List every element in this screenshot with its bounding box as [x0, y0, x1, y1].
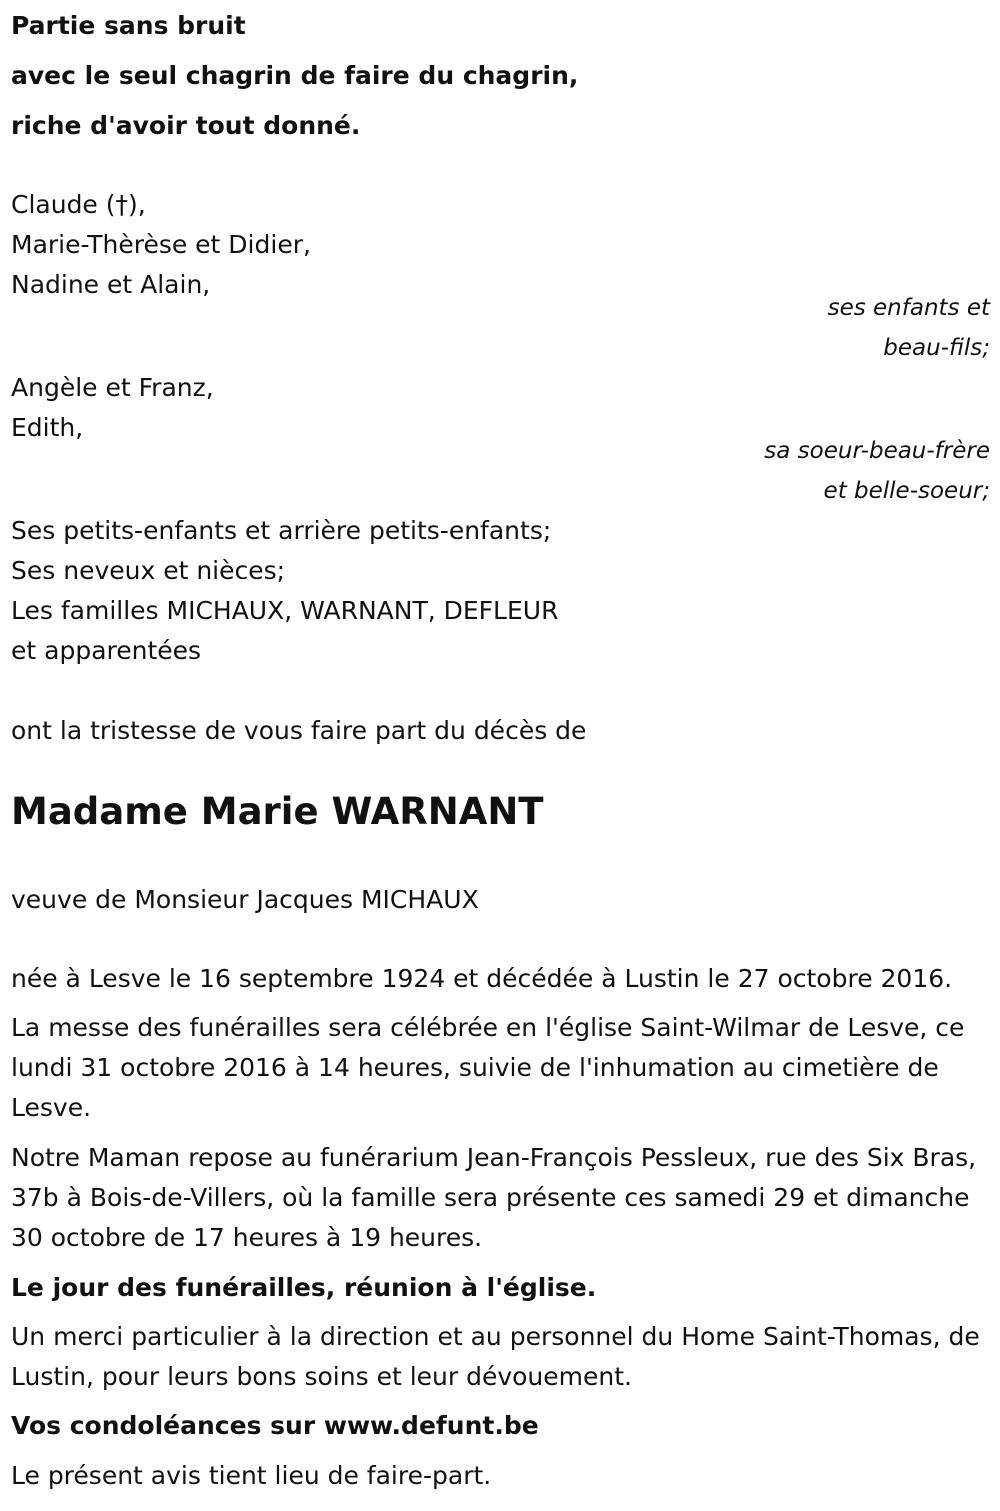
relation-label: ses enfants et — [827, 295, 990, 321]
meeting-text: Le jour des funérailles, réunion à l'église. — [11, 1273, 597, 1302]
notice-text: Le présent avis tient lieu de faire-part. — [11, 1461, 492, 1490]
relation-label: beau-fils; — [883, 335, 990, 361]
family-member: Marie-Thèrèse et Didier, — [11, 230, 311, 259]
funeral-mass-text: La messe des funérailles sera célébrée en l'église Saint-Wilmar de Lesve, ce lundi 31 octobre 2016 à 14 heures, suivie de l'inhumation au cimetière de Lesve. — [11, 1013, 965, 1122]
epitaph-line: avec le seul chagrin de faire du chagrin, — [11, 61, 579, 90]
deceased-name: Madame Marie WARNANT — [11, 790, 544, 833]
relation-label: et belle-soeur; — [823, 478, 990, 504]
announcement-text: ont la tristesse de vous faire part du décès de — [11, 716, 587, 745]
condolences-text: Vos condoléances sur www.defunt.be — [11, 1411, 539, 1440]
family-line: Ses petits-enfants et arrière petits-enfants; — [11, 516, 552, 545]
funerarium-text: Notre Maman repose au funérarium Jean-François Pessleux, rue des Six Bras, 37b à Bois-de-Villers, où la famille sera présente ces samedi 29 et dimanche 30 octobre de 17 heures à 19 heures. — [11, 1143, 977, 1252]
widow-of-text: veuve de Monsieur Jacques MICHAUX — [11, 885, 479, 914]
family-member: Nadine et Alain, — [11, 270, 211, 299]
family-member: Claude (†), — [11, 190, 146, 219]
relation-label: sa soeur-beau-frère — [764, 438, 990, 464]
birth-death-text: née à Lesve le 16 septembre 1924 et décédée à Lustin le 27 octobre 2016. — [11, 964, 953, 993]
family-member: Edith, — [11, 413, 84, 442]
family-line: Ses neveux et nièces; — [11, 556, 286, 585]
family-member: Angèle et Franz, — [11, 373, 214, 402]
thanks-text: Un merci particulier à la direction et au personnel du Home Saint-Thomas, de Lustin, pour leurs bons soins et leur dévouement. — [11, 1322, 980, 1391]
family-line: et apparentées — [11, 636, 202, 665]
epitaph-line: riche d'avoir tout donné. — [11, 111, 361, 140]
family-line: Les familles MICHAUX, WARNANT, DEFLEUR — [11, 596, 559, 625]
epitaph-line: Partie sans bruit — [11, 11, 246, 40]
